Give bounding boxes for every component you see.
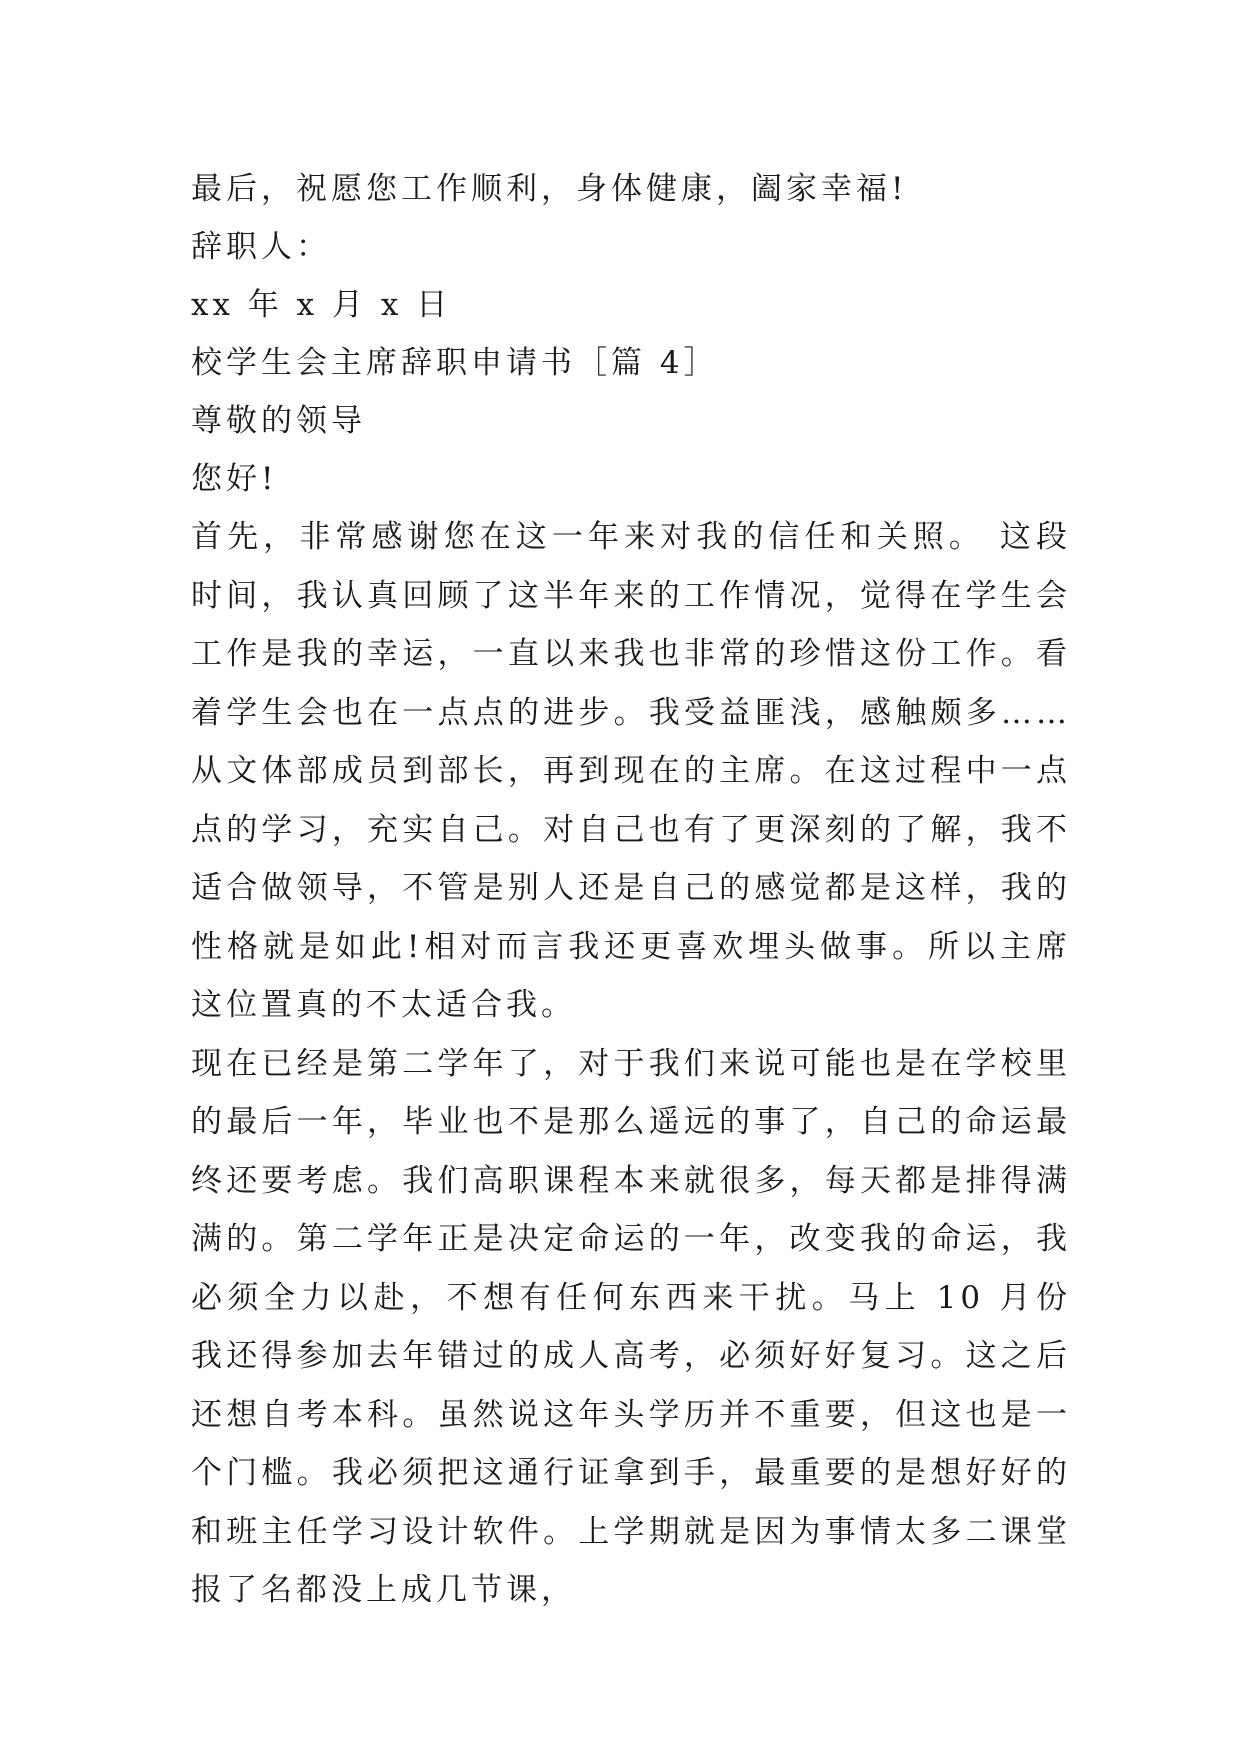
salutation: 尊敬的领导: [191, 403, 366, 439]
section-title: 校学生会主席辞职申请书［篇 4］: [191, 345, 719, 381]
paragraph-1: 首先，非常感谢您在这一年来对我的信任和关照。 这段时间，我认真回顾了这半年来的工作情况，觉得在学生会工作是我的幸运，一直以来我也非常的珍惜这份工作。看着学生会也在一点点的进步。我受益匪浅，感触颇多……从文体部成员到部长，再到现在的主席。在这过程中一点点的学习，充实自己。对自己也有了更深刻的了解，我不适合做领导，不管是别人还是自己的感觉都是这样，我的性格就是如此!相对而言我还更喜欢埋头做事。所以主席这位置真的不太适合我。: [191, 519, 1071, 1023]
greeting: 您好!: [191, 461, 278, 497]
closing-wish: 最后，祝愿您工作顺利，身体健康，阖家幸福!: [191, 171, 908, 207]
signature-label: 辞职人：: [191, 229, 331, 265]
paragraph-2: 现在已经是第二学年了，对于我们来说可能也是在学校里的最后一年，毕业也不是那么遥远的事了，自己的命运最终还要考虑。我们高职课程本来就很多，每天都是排得满满的。第二学年正是决定命运的一年，改变我的命运，我必须全力以赴，不想有任何东西来干扰。马上 10 月份我还得参加去年错过的成人高考，必须好好复习。这之后还想自考本科。虽然说这年头学历并不重要，但这也是一个门槛。我必须把这通行证拿到手，最重要的是想好好的和班主任学习设计软件。上学期就是因为事情太多二课堂报了名都没上成几节课，: [191, 1045, 1071, 1608]
document-body: [191, 160, 1071, 1620]
date-line: xx 年 x 月 x 日: [191, 287, 452, 323]
